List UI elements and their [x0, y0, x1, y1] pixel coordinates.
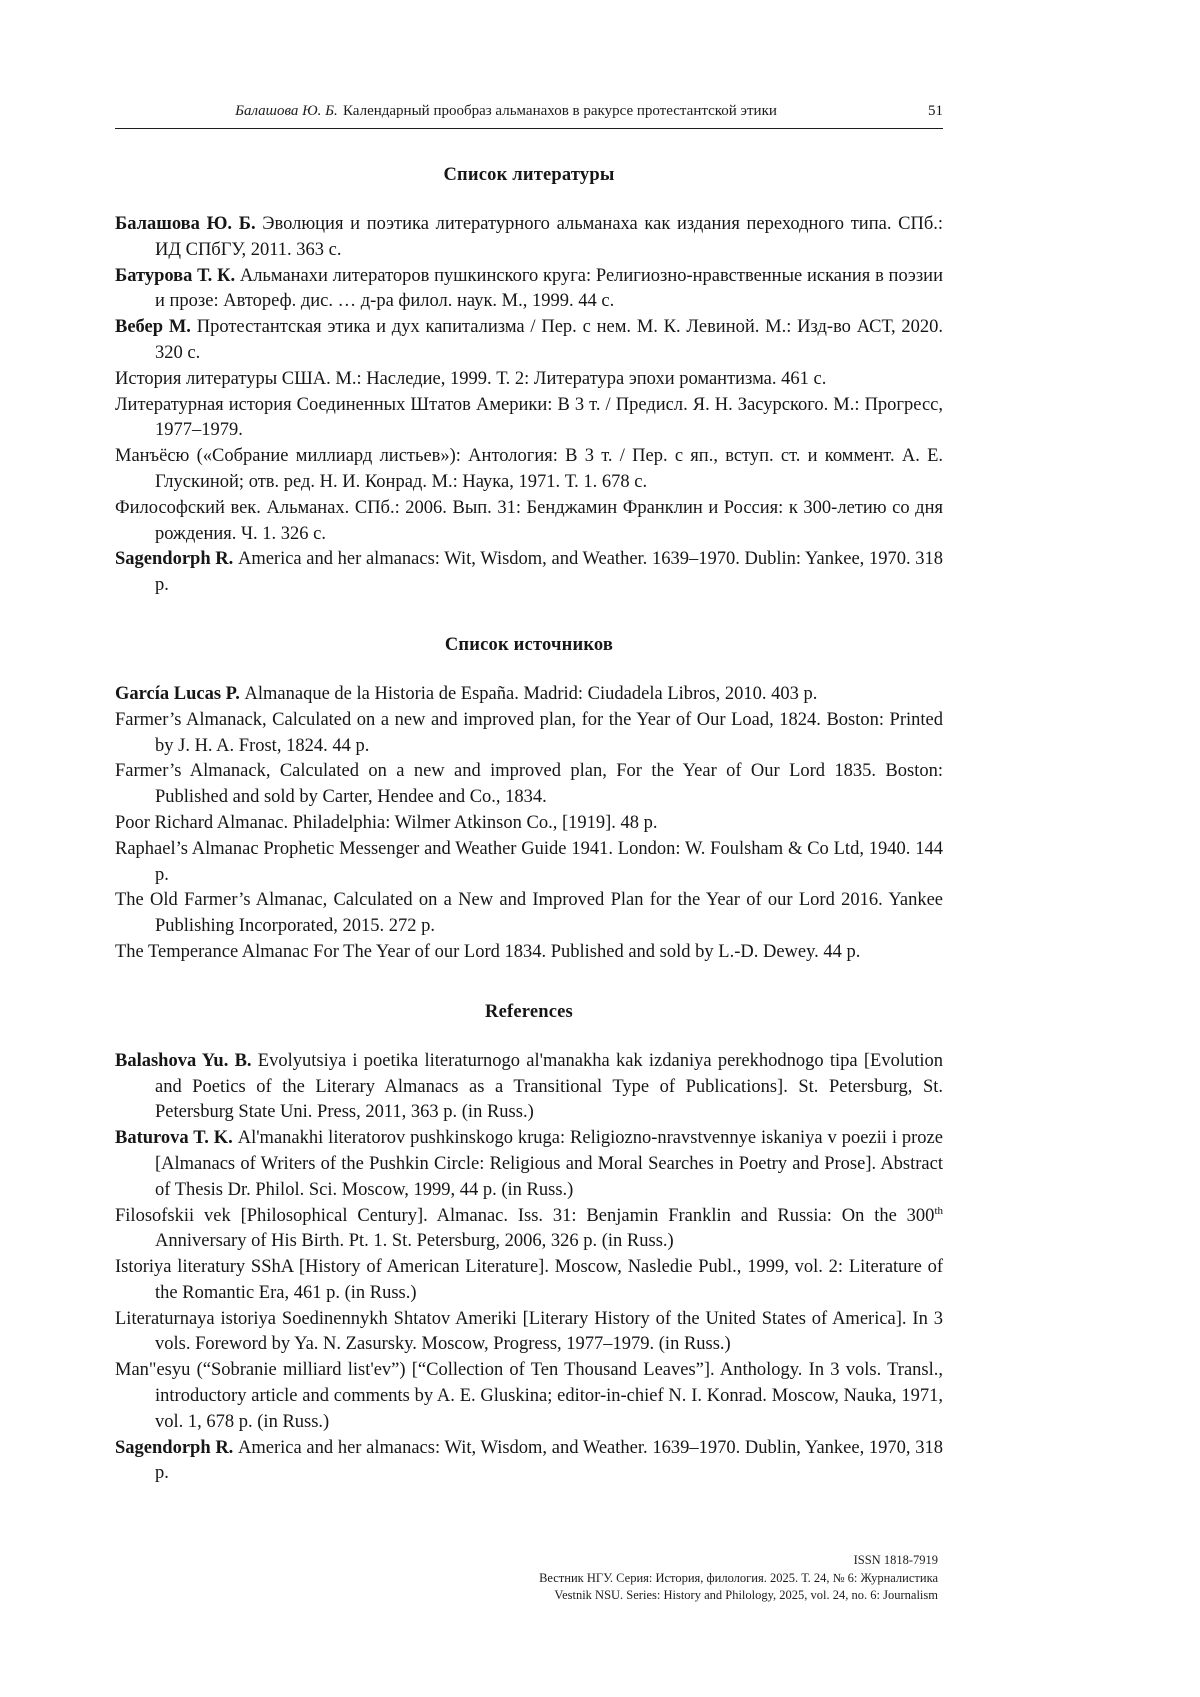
page-content [115, 102, 943, 1487]
reference-entry: Raphael’s Almanac Prophetic Messenger and Weather Guide 1941. London: W. Foulsham & Co Ltd, 1940. 144 p. [115, 838, 943, 885]
bibliography-sections [115, 165, 943, 1487]
entry-author: Вебер М. [115, 317, 197, 338]
entry-author: Sagendorph R. [115, 1437, 239, 1458]
page-number: 51 [928, 103, 943, 119]
running-head [115, 102, 943, 121]
running-head-title: Календарный прообраз альманахов в ракурсе протестантской этики [343, 103, 777, 119]
entry-author: Батурова Т. К. [115, 265, 240, 286]
section-heading: References [485, 1001, 573, 1022]
superscript-text: th [934, 1204, 943, 1217]
reference-entry: Философский век. Альманах. СПб.: 2006. Вып. 31: Бенджамин Франклин и Россия: к 300-летию со дня рождения. Ч. 1. 326 с. [115, 497, 943, 544]
entry-author: García Lucas P. [115, 683, 245, 704]
reference-entry: The Old Farmer’s Almanac, Calculated on a New and Improved Plan for the Year of our Lord 2016. Yankee Publishing Incorporated, 2015. 272 p. [115, 890, 943, 937]
reference-entry: Вебер М. Протестантская этика и дух капитализма / Пер. с нем. М. К. Левиной. М.: Изд-во АСТ, 2020. 320 с. [115, 317, 943, 363]
reference-entry: Filosofskii vek [Philosophical Century]. Almanac. Iss. 31: Benjamin Franklin and Russia: On the 300th Anniversary of His Birth. Pt. 1. St. Petersburg, 2006, 326 p. (in Russ.) [115, 1204, 943, 1252]
reference-entry: Man"esyu (“Sobranie milliard list'ev”) [“Collection of Ten Thousand Leaves”]. Anthology. In 3 vols. Transl., introductory article and comments by A. E. Gluskina; editor-in-chief N. I. Konrad. Moscow, Nauka, 1971, vol. 1, 678 p. (in Russ.) [115, 1360, 943, 1432]
reference-entry: Sagendorph R. America and her almanacs: Wit, Wisdom, and Weather. 1639–1970. Dublin, Yankee, 1970, 318 p. [115, 1437, 943, 1484]
reference-entry: Balashova Yu. B. Evolyutsiya i poetika literaturnogo al'manakha kak izdaniya perekhodnogo tipa [Evolution and Poetics of the Literary Almanacs as a Transitional Type of Publications]. St. Petersburg, St. Petersburg State Uni. Press, 2011, 363 p. (in Russ.) [115, 1050, 943, 1123]
reference-entry: Манъёсю («Собрание миллиард листьев»): Антология: В 3 т. / Пер. с яп., вступ. ст. и коммент. А. Е. Глускиной; отв. ред. Н. И. Конрад. М.: Наука, 1971. Т. 1. 678 с. [115, 446, 943, 492]
section-heading: Список литературы [443, 165, 615, 185]
reference-entry: Литературная история Соединенных Штатов Америки: В 3 т. / Предисл. Я. Н. Засурского. М.: Прогресс, 1977–1979. [115, 394, 943, 441]
running-head-text [115, 102, 897, 121]
reference-entry: Baturova T. K. Al'manakhi literatorov pushkinskogo kruga: Religiozno-nravstvennye iskaniya v poezii i proze [Almanacs of Writers of the Pushkin Circle: Religious and Moral Searches in Poetry and Prose]. Abstract of Thesis Dr. Philol. Sci. Moscow, 1999, 44 p. (in Russ.) [115, 1128, 943, 1200]
reference-entry: García Lucas P. Almanaque de la Historia de España. Madrid: Ciudadela Libros, 2010. 403 p. [115, 683, 818, 704]
section-heading: Список источников [444, 634, 614, 655]
header-rule [115, 128, 943, 129]
reference-entry: Балашова Ю. Б. Эволюция и поэтика литературного альманаха как издания переходного типа. СПб.: ИД СПбГУ, 2011. 363 с. [115, 214, 943, 260]
footer-line-en: Vestnik NSU. Series: History and Philology, 2025, vol. 24, no. 6: Journalism [554, 1588, 938, 1602]
reference-entry: Istoriya literatury SShA [History of American Literature]. Moscow, Nasledie Publ., 1999, vol. 2: Literature of the Romantic Era, 461 p. (in Russ.) [115, 1257, 943, 1303]
entry-author: Baturova T. K. [115, 1128, 238, 1149]
footer [539, 1552, 938, 1605]
entry-author: Sagendorph R. [115, 549, 238, 570]
reference-entry: The Temperance Almanac For The Year of our Lord 1834. Published and sold by L.-D. Dewey. 44 p. [115, 941, 861, 962]
reference-entry: Farmer’s Almanack, Calculated on a new and improved plan, For the Year of Our Lord 1835. Boston: Published and sold by Carter, Hendee and Co., 1834. [115, 761, 943, 808]
reference-entry: Literaturnaya istoriya Soedinennykh Shtatov Ameriki [Literary History of the United States of America]. In 3 vols. Foreword by Ya. N. Zasursky. Moscow, Progress, 1977–1979. (in Russ.) [115, 1308, 943, 1355]
reference-entry: Sagendorph R. America and her almanacs: Wit, Wisdom, and Weather. 1639–1970. Dublin: Yankee, 1970. 318 p. [115, 549, 943, 596]
entry-author: Balashova Yu. B. [115, 1050, 258, 1071]
reference-entry: История литературы США. М.: Наследие, 1999. Т. 2: Литература эпохи романтизма. 461 с. [115, 368, 827, 389]
footer-issn: ISSN 1818-7919 [853, 1553, 938, 1567]
entry-author: Балашова Ю. Б. [115, 214, 263, 234]
reference-entry: Poor Richard Almanac. Philadelphia: Wilmer Atkinson Co., [1919]. 48 p. [115, 812, 658, 833]
footer-line-ru: Вестник НГУ. Серия: История, филология. 2025. Т. 24, № 6: Журналистика [539, 1570, 938, 1585]
reference-entry: Батурова Т. К. Альманахи литераторов пушкинского круга: Религиозно-нравственные искания в поэзии и прозе: Автореф. дис. … д-ра филол. наук. М., 1999. 44 с. [115, 265, 943, 312]
running-head-author: Балашова Ю. Б. [235, 103, 338, 119]
reference-entry: Farmer’s Almanack, Calculated on a new and improved plan, for the Year of Our Load, 1824. Boston: Printed by J. H. A. Frost, 1824. 44 p. [115, 709, 943, 756]
